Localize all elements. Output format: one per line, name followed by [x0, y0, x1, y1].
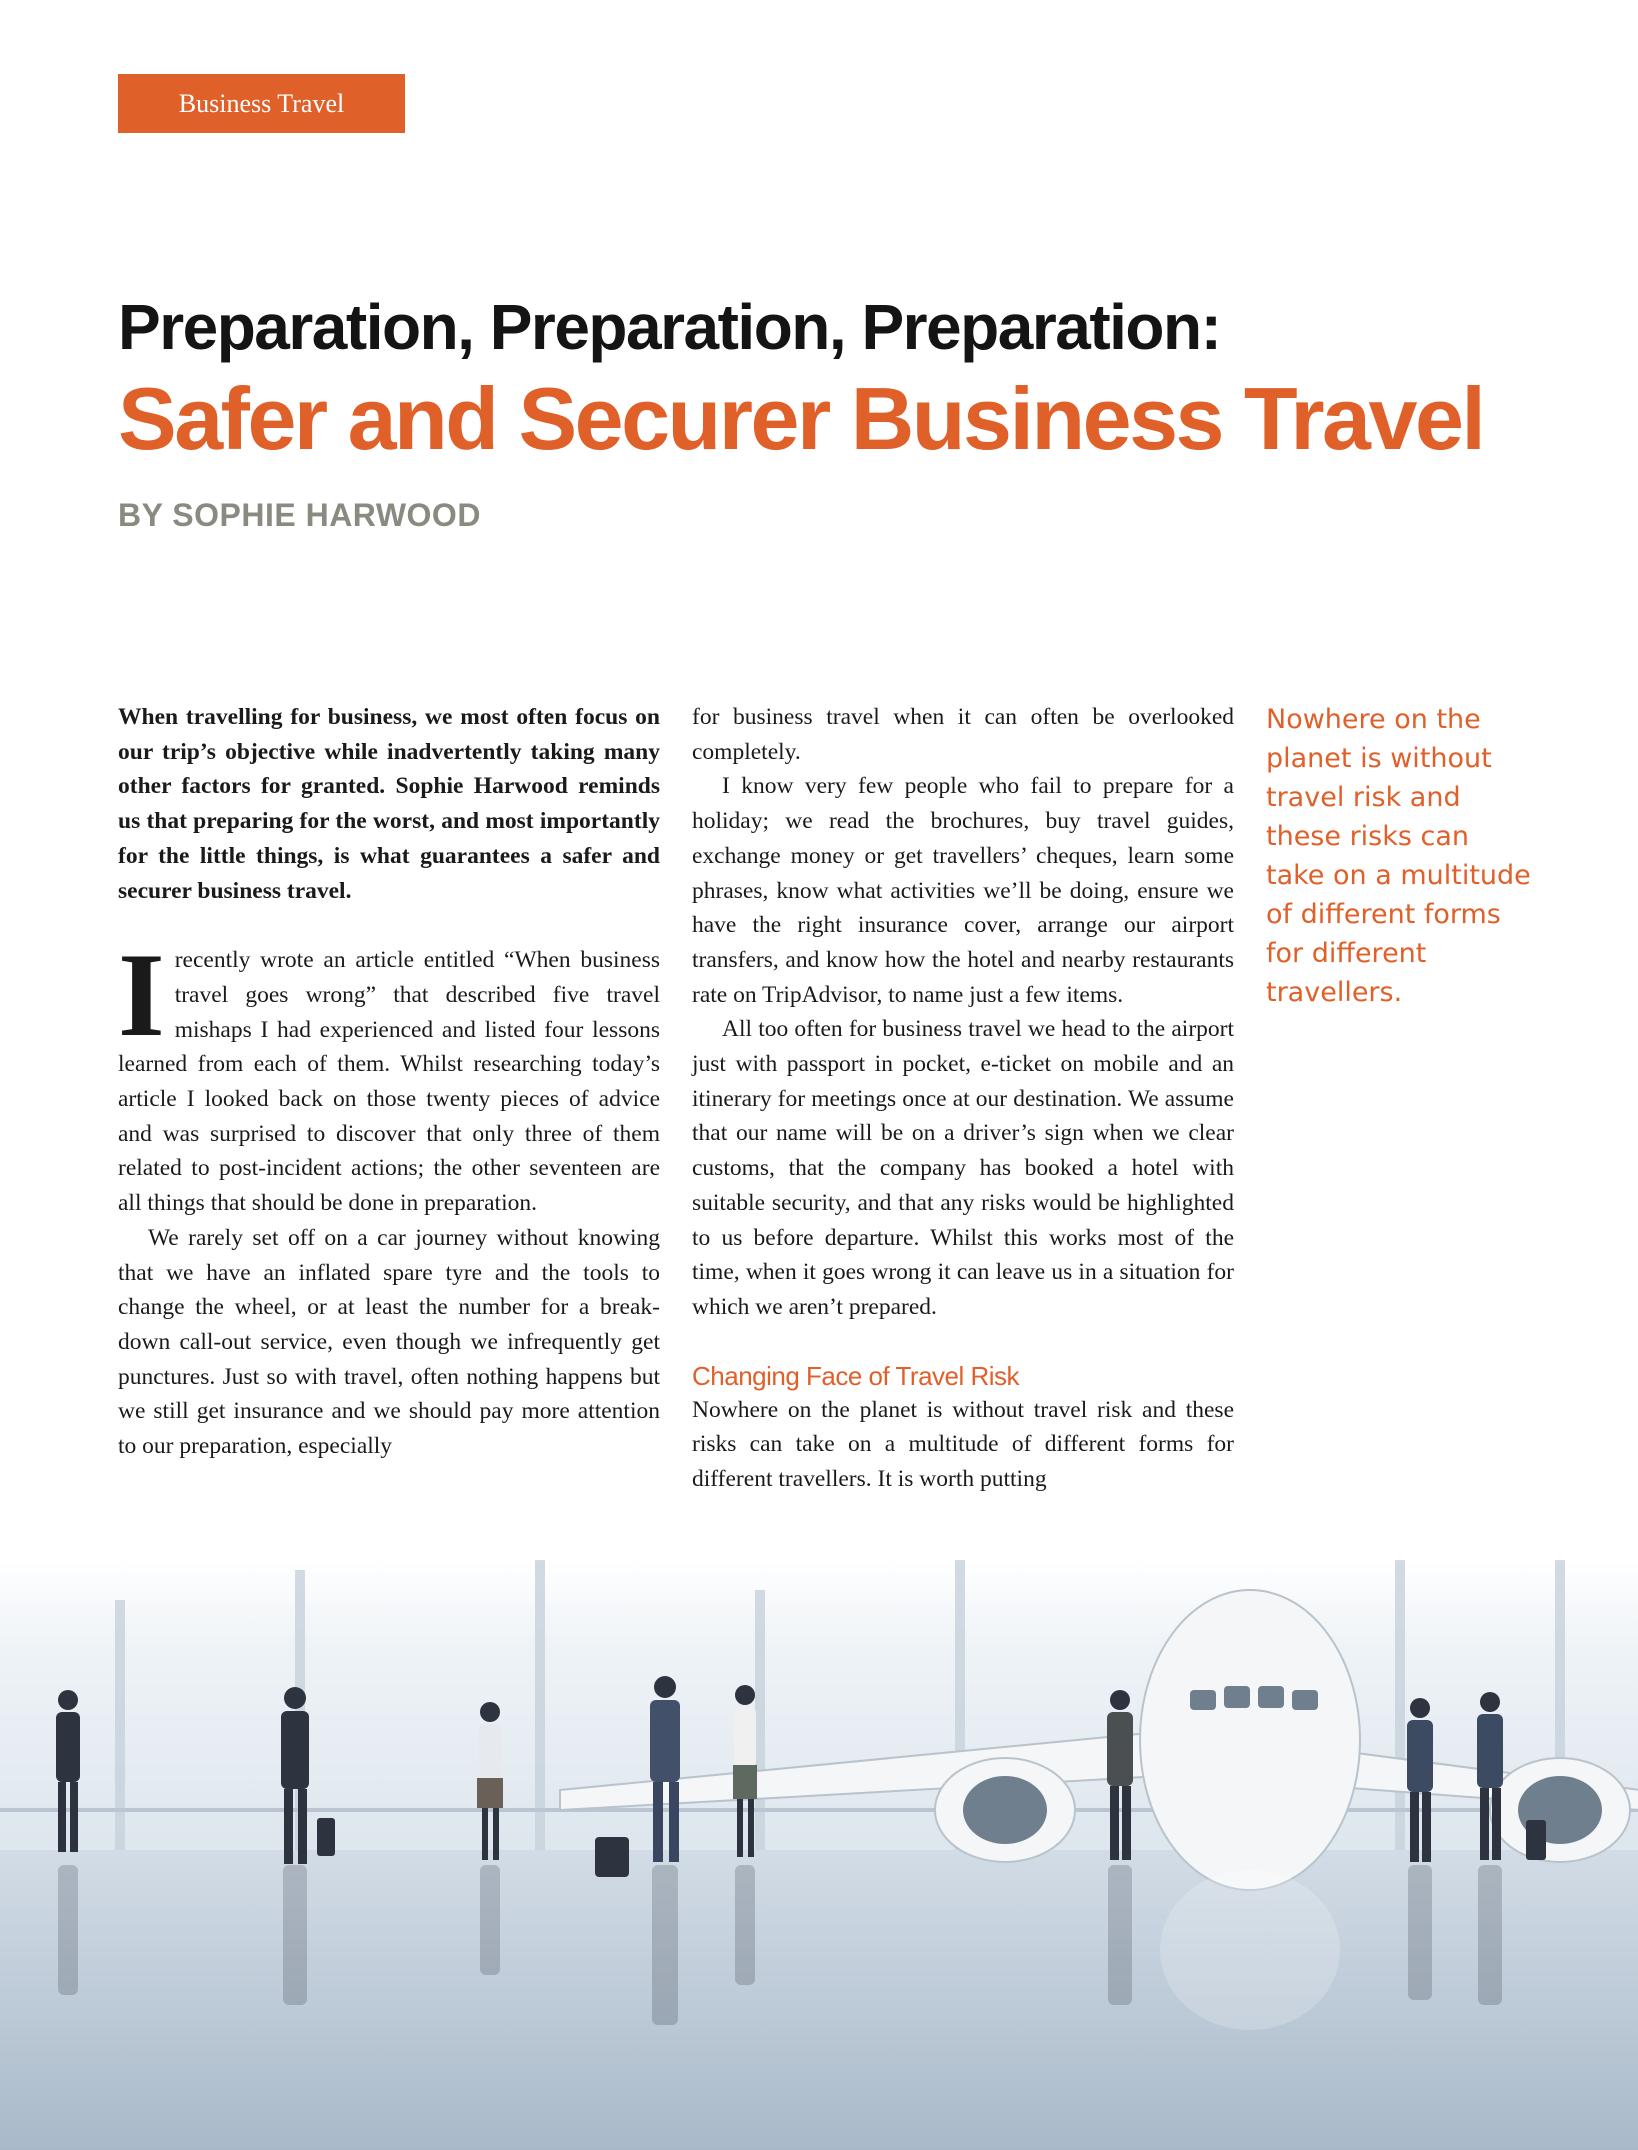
airport-travellers-photo	[0, 1560, 1638, 2150]
standfirst: When travelling for business, we most often focus on our trip’s objective while inadvertently taking many other factors for granted. Sophie Harwood reminds us that preparing for the worst, and most importantly for the little things, is what guarantees a safer and securer business travel.	[118, 704, 660, 904]
article-column-1	[118, 700, 660, 1464]
article-column-2	[692, 700, 1234, 1497]
body-paragraph-2: We rarely set off on a car journey without knowing that we have an inflated spare tyre and the tools to change the wheel, or at least the number for a break-down call-out service, even though we infrequently get punctures. Just so with travel, often nothing happens but we still get insurance and we should pay more attention to our preparation, especially	[118, 1224, 660, 1460]
pull-quote: Nowhere on the planet is without travel risk and these risks can take on a multitude of different forms for different travellers.	[1266, 704, 1531, 1008]
headline-line-2: Safer and Securer Business Travel	[118, 369, 1484, 468]
headline-line-1: Preparation, Preparation, Preparation:	[118, 291, 1221, 363]
subheading: Changing Face of Travel Risk	[692, 1360, 1020, 1391]
body-paragraph-1-text: recently wrote an article entitled “When business travel goes wrong” that described five travel mishaps I had experienced and listed four lessons learned from each of them. Whilst researching today’s article I looked back on those twenty pieces of advice and was surprised to discover that only three of them related to post-incident actions; the other seventeen are all things that should be done in preparation.	[118, 947, 660, 1217]
body-paragraph-1	[118, 928, 660, 1221]
byline: BY SOPHIE HARWOOD	[118, 497, 481, 533]
body-paragraph-3: I know very few people who fail to prepare for a holiday; we read the brochures, buy travel guides, exchange money or get travellers’ cheques, learn some phrases, know what activities we’ll be doing, ensure we have the right insurance cover, arrange our airport transfers, and know how the hotel and nearby restaurants rate on TripAdvisor, to name just a few items.	[692, 773, 1234, 1008]
body-paragraph-4: All too often for business travel we head to the airport just with passport in pocket, e-ticket on mobile and an itinerary for meetings once at our destination. We assume that our name will be on a driver’s sign when we clear customs, that the company has booked a hotel with suitable security, and that any risks would be highlighted to us before departure. Whilst this works most of the time, when it goes wrong it can leave us in a situation for which we aren’t prepared.	[692, 1016, 1234, 1320]
body-paragraph-5: Nowhere on the planet is without travel risk and these risks can take on a multitude of different forms for different travellers. It is worth putting	[692, 1396, 1234, 1493]
body-paragraph-2-continued: for business travel when it can often be overlooked completely.	[692, 704, 1234, 765]
drop-cap: I	[118, 928, 165, 1062]
section-tag: Business Travel	[118, 74, 405, 133]
